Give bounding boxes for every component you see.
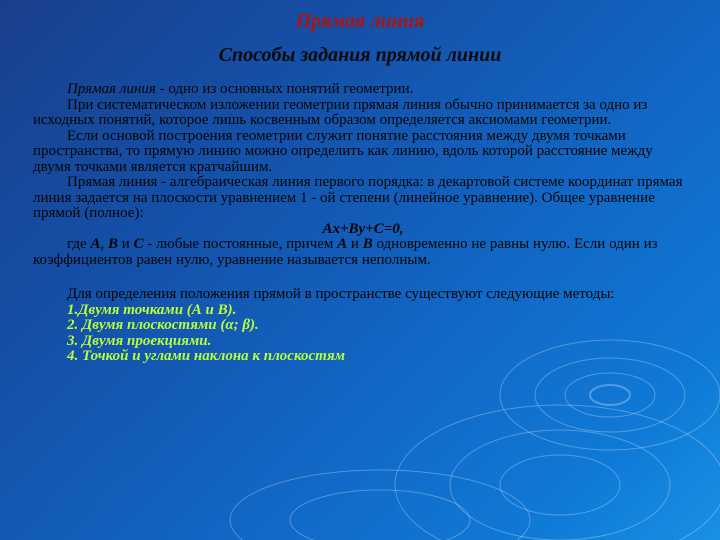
method-item: 1.Двумя точками (А и В). xyxy=(67,301,237,318)
paragraph-coefficients: где A, B и C - любые постоянные, причем A и B одновременно не равны нулю. Если один из коэффициентов равен нулю, уравнение называется неполным. xyxy=(33,236,658,268)
paragraph-methods-intro: Для определения положения прямой в пространстве существуют следующие методы: xyxy=(67,286,615,302)
slide-body xyxy=(33,82,693,365)
slide-subtitle: Способы задания прямой линии xyxy=(218,44,502,66)
paragraph-definition xyxy=(33,82,693,98)
method-item: 3. Двумя проекциями. xyxy=(67,332,212,349)
general-equation: Ax+By+C=0, xyxy=(322,220,404,237)
paragraph-distance: Если основой построения геометрии служит понятие расстояния между двумя точками пространства, то прямую линию можно определить как линию, вдоль которой расстояние между двумя точками является кратчайшим. xyxy=(33,127,653,175)
slide-title: Прямая линия xyxy=(295,10,425,32)
definition-text: - одно из основных понятий геометрии. xyxy=(155,81,414,97)
term-line: Прямая линия xyxy=(67,81,156,97)
method-item: 2. Двумя плоскостями (α; β). xyxy=(67,317,259,333)
paragraph-algebraic: Прямая линия - алгебраическая линия первого порядка: в декартовой системе координат прямая линия задается на плоскости уравнением 1 - ой степени (линейное уравнение). Общее уравнение прямой (полное): xyxy=(33,174,683,221)
method-item: 4. Точкой и углами наклона к плоскостям xyxy=(67,348,345,364)
paragraph-axioms: При систематическом изложении геометрии прямая линия обычно принимается за одно из исходных понятий, которое лишь косвенным образом определяется аксиомами геометрии. xyxy=(33,96,648,128)
